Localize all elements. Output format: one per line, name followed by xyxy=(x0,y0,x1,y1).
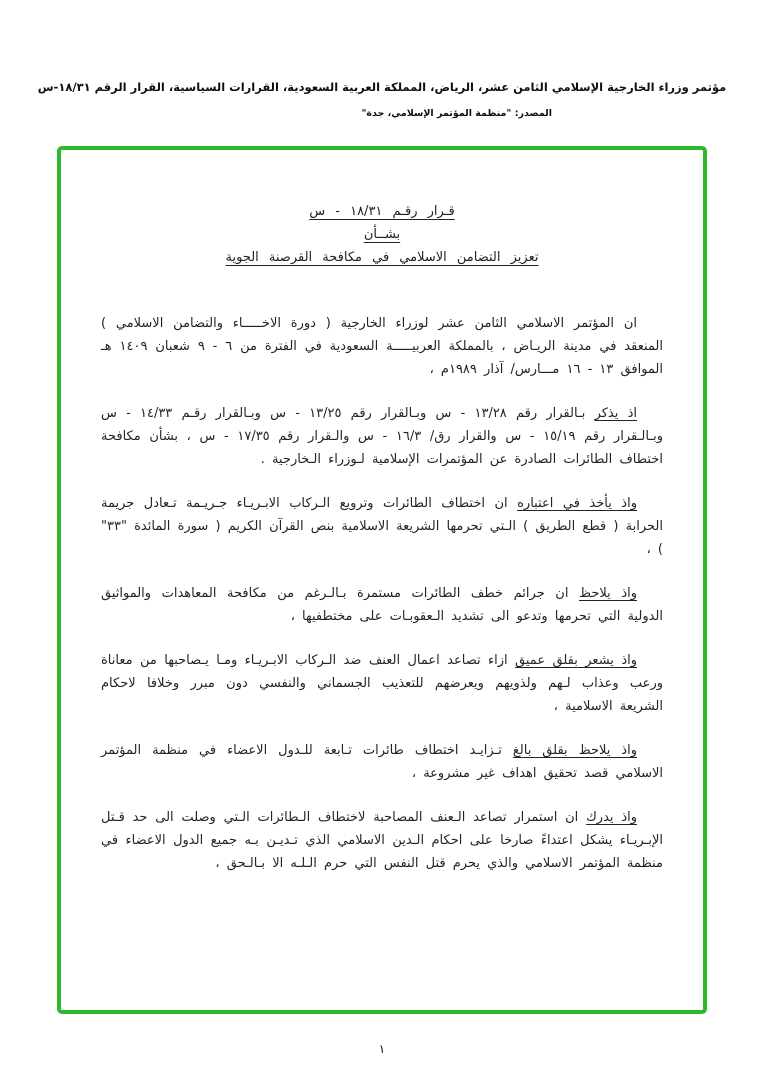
source-label: المصدر: xyxy=(514,108,552,119)
resolution-number: قـرار رقـم ١٨/٣١ - س xyxy=(309,204,455,219)
paragraph xyxy=(101,582,663,628)
paragraph-text: ان استمرار تصاعد الـعنف المصاحبة لاختطاف الـطائرات الـتي وصلت الى حد قـتل الإبـريـاء يشكل اعتداءً صارخا على احكام الـدين الاسلامي الذي تـديـن بـه جميع الدول الاعضاء في منظمة المؤتمر الاسلامي والذي يحرم قتل النفس التي حرم الـلـه الا بـالـحق ، xyxy=(101,810,663,871)
paragraph xyxy=(101,312,663,381)
paragraph-lead: واذ يدرك xyxy=(586,810,637,825)
paragraph xyxy=(101,806,663,875)
paragraph-lead: واذ يلاحظ بقلق بالغ xyxy=(512,743,637,758)
paragraph-text: تـزايـد اختطاف طائرات تـابعة للـدول الاعضاء في منظمة المؤتمر الاسلامي قصد تحقيق اهداف غير مشروعة ، xyxy=(101,743,663,781)
paragraph-lead: واذ يلاحظ xyxy=(579,586,637,601)
resolution-title-block xyxy=(101,202,663,268)
document-header: مؤتمر وزراء الخارجية الإسلامي الثامن عشر، الرياض، المملكة العربية السعودية، القرارات السياسية، القرار الرقم ١٨/٣١-س xyxy=(37,80,727,94)
paragraph-text: بـالقرار رقم ١٣/٢٨ - س وبـالقرار رقم ١٣/٢٥ - س وبـالقرار رقـم ١٤/٣٣ - س وبـالـقرار رقم ١٥/١٩ - س والقرار رق/ ١٦/٣ - س والـقرار رقم ١٧/٣٥ - س ، بشأن مكافحة اختطاف الطائرات الصادرة عن المؤتمرات الإسلامية لـوزراء الـخارجية . xyxy=(101,406,663,467)
paragraph-text: ان اختطاف الطائرات وترويع الـركاب الابـريـاء جـريـمة تـعادل جريمة الحرابة ( قطع الطريق ) الـتي تحرمها الشريعة الاسلامية بنص القرآن الكريم ( سورة المائدة "٣٣" ) ، xyxy=(101,496,663,557)
paragraph-text: ان جرائم خطف الطائرات مستمرة بـالـرغم من مكافحة المعاهدات والمواثيق الدولية التي تحرمها وتدعو الى تشديد الـعقوبـات على مختطفيها ، xyxy=(101,586,663,624)
paragraph-text: ان المؤتمر الاسلامي الثامن عشر لوزراء الخارجية ( دورة الاخـــــاء والتضامن الاسلامي ) المنعقد في مدينة الريـاض ، بالمملكة العربيـــــة السعودية في الفترة من ٦ - ٩ شعبان ١٤٠٩ هـ الموافق ١٣ - ١٦ مـــارس/ آذار ١٩٨٩م ، xyxy=(101,316,663,377)
paragraph xyxy=(101,492,663,561)
resolution-subject: تعزيز التضامن الاسلامي في مكافحة القرصنة الجوية xyxy=(225,250,539,265)
paragraph-lead: واذ يشعر بقلق عميق xyxy=(515,653,637,668)
paragraph-text: ازاء تصاعد اعمال العنف ضد الـركاب الابـريـاء ومـا يـصاحبها من معاناة ورعب وعذاب لـهم ولذويهم ويعرضهم للتعذيب الجسماني والنفسي دون مبرر وخلافا لاحكام الشريعة الاسلامية ، xyxy=(101,653,663,714)
paragraph-lead: واذ يأخذ في اعتباره xyxy=(517,496,637,511)
paragraph-lead: اذ يذكر xyxy=(594,406,637,421)
source-value: "منظمة المؤتمر الإسلامي، جدة" xyxy=(361,108,512,119)
source-line xyxy=(361,108,552,119)
paragraph xyxy=(101,649,663,718)
resolution-regarding: بشــأن xyxy=(363,227,401,242)
paragraph xyxy=(101,739,663,785)
page-number: ١ xyxy=(378,1042,386,1056)
paragraph xyxy=(101,402,663,471)
scanned-document-frame xyxy=(57,146,707,1014)
